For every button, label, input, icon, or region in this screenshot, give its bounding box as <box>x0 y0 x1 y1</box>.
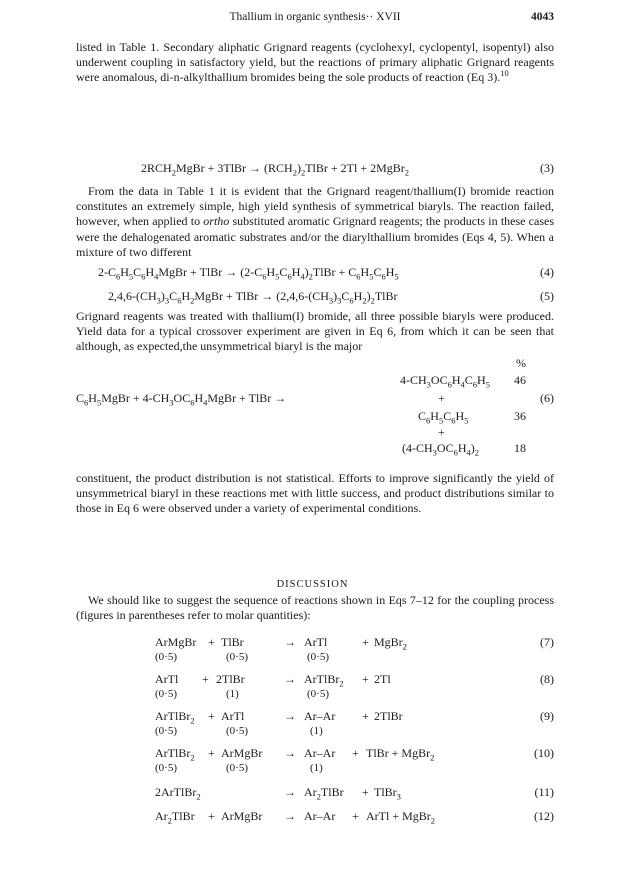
reaction-arrow: → <box>284 809 296 823</box>
equation-8-number: (8) <box>540 672 554 686</box>
plus-sign: + <box>438 391 445 405</box>
ortho-term: ortho <box>203 214 230 229</box>
plus-sign: + <box>208 746 215 760</box>
quantity: (0·5) <box>226 725 248 737</box>
percent-header: % <box>516 356 526 370</box>
discussion-paragraph: We should like to suggest the sequence of reactions shown in Eqs 7–12 for the coupling process (figures in parentheses refer to molar quantities): <box>76 593 554 623</box>
plus-sign: + <box>438 425 445 439</box>
paragraph-4: constituent, the product distribution is not statistical. Efforts to improve significantly the yield of unsymmetrical biaryl in these reactions met with little success, and product distributions similar to those in Eq 6 were observed under a variety of experimental conditions. <box>76 471 554 516</box>
reactant-2: ArMgBr <box>221 746 263 760</box>
reactant-1: $Ar_2TlBr$ <box>155 809 195 826</box>
product-2: 2Tl <box>374 672 391 686</box>
reaction-arrow: → <box>284 746 296 760</box>
equation-4-body: $2-C_6H_5C_6H_4MgBr$ + TlBr → $(2-C_6H_5C_6H_4)_2TlBr + C_6H_5C_6H_5$ <box>98 265 399 282</box>
reaction-arrow: → <box>284 672 296 686</box>
reactant-1: ArTlBr$_2$ <box>155 746 195 763</box>
equation-6-number: (6) <box>540 391 554 405</box>
reactant-2: ArMgBr <box>221 809 263 823</box>
plus-sign: + <box>362 785 369 799</box>
plus-sign: + <box>362 672 369 686</box>
plus-sign: + <box>362 709 369 723</box>
reactant-2: TlBr <box>221 635 244 649</box>
quantity: (0·5) <box>307 688 329 700</box>
quantity: (0·5) <box>155 651 177 663</box>
quantity: (0·5) <box>307 651 329 663</box>
quantity: (0·5) <box>155 688 177 700</box>
paragraph-1 <box>76 40 554 86</box>
reaction-arrow: → <box>284 635 296 649</box>
quantity: (1) <box>226 688 239 700</box>
equation-7-number: (7) <box>540 635 554 649</box>
product-1: Ar–Ar <box>304 809 336 823</box>
product-1: $Ar_2TlBr$ <box>304 785 344 802</box>
paragraph-2 <box>76 184 554 260</box>
equation-3-number: (3) <box>540 161 554 175</box>
page-number: 4043 <box>531 11 554 23</box>
product-1: ArTl <box>304 635 328 649</box>
reactant-2: ArTl <box>221 709 245 723</box>
plus-sign: + <box>352 809 359 823</box>
plus-sign: + <box>362 635 369 649</box>
product-symmetrical-biaryl: $(4-CH_3OC_6H_4)_2$ <box>402 441 480 458</box>
quantity: (0·5) <box>155 725 177 737</box>
equation-5-number: (5) <box>540 289 554 303</box>
reaction-arrow: → <box>284 785 296 799</box>
plus-sign: + <box>208 809 215 823</box>
section-heading: DISCUSSION <box>276 579 349 590</box>
paragraph-1-text: listed in Table 1. Secondary aliphatic Grignard reagents (cyclohexyl, cyclopentyl, isopentyl) also underwent coupling in satisfactory yield, but the reactions of primary aliphatic Grignard reagents were anomalous, di-n-alkylthallium bromides being the sole products of reaction (Eq 3). <box>76 40 554 85</box>
paragraph-2-text-a: From the data in Table 1 it is evident that the Grignard reagent/thallium(I) bromide reaction constitutes an extremely simple, high yield synthesis of symmetrical biaryls. The reaction failed, however, when applied to <box>76 184 554 229</box>
reference-10: 10 <box>500 68 509 79</box>
equation-5-body: $2,4,6-(CH_3)_3C_6H_2MgBr$ + TlBr → $(2,4,6-(CH_3)_3C_6H_2)_2TlBr$ <box>108 289 398 306</box>
product-unsymmetrical-biaryl: $4-CH_3OC_6H_4C_6H_5$ <box>400 373 490 390</box>
product-biphenyl: $C_6H_5C_6H_5$ <box>418 409 469 426</box>
reactant-1: 2ArTlBr$_2$ <box>155 785 201 802</box>
equation-6-reactants: $C_6H_5MgBr$ + $4-CH_3OC_6H_4MgBr$ + TlBr → <box>76 391 287 408</box>
plus-sign: + <box>202 672 209 686</box>
reactant-2: 2TlBr <box>216 672 245 686</box>
yield-1: 46 <box>514 373 526 387</box>
equation-12-number: (12) <box>534 809 554 823</box>
quantity: (1) <box>310 762 323 774</box>
equation-9-number: (9) <box>540 709 554 723</box>
product-2: ArTl + MgBr$_2$ <box>366 809 436 826</box>
running-header <box>76 11 554 27</box>
running-title: Thallium in organic synthesis·· XVII <box>229 11 401 23</box>
product-2: TlBr$_3$ <box>374 785 401 802</box>
paragraph-3: Grignard reagents was treated with thallium(I) bromide, all three possible biaryls were produced. Yield data for a typical crossover experiment are given in Eq 6, from which it can be seen that although, as expected,the unsymmetrical biaryl is the major <box>76 309 554 354</box>
equation-3 <box>76 161 554 177</box>
quantity: (0·5) <box>155 762 177 774</box>
product-1: Ar–Ar <box>304 709 336 723</box>
yield-3: 18 <box>514 441 526 455</box>
reaction-arrow: → <box>284 709 296 723</box>
equation-5 <box>76 289 554 305</box>
quantity: (1) <box>310 725 323 737</box>
quantity: (0·5) <box>226 651 248 663</box>
equation-4-number: (4) <box>540 265 554 279</box>
plus-sign: + <box>352 746 359 760</box>
yield-2: 36 <box>514 409 526 423</box>
quantity: (0·5) <box>226 762 248 774</box>
equation-11-number: (11) <box>534 785 554 799</box>
plus-sign: + <box>208 709 215 723</box>
equation-10-number: (10) <box>534 746 554 760</box>
product-2: TlBr + MgBr$_2$ <box>366 746 435 763</box>
paragraph-2-text-b: substituted aromatic Grignard reagents; the products in these cases were the dehalogenated aromatic substrates and/or the diarylthallium bromides (Eqs 4, 5). When a mixture of two different <box>76 214 554 259</box>
reactant-1: ArTl <box>155 672 179 686</box>
equation-3-body: $2RCH_2MgBr$ + 3TlBr → $(RCH_2)_2TlBr + 2Tl$ + 2MgBr$_2$ <box>141 161 410 178</box>
plus-sign: + <box>208 635 215 649</box>
reactant-1: ArMgBr <box>155 635 197 649</box>
product-1: ArTlBr$_2$ <box>304 672 344 689</box>
reactant-1: ArTlBr$_2$ <box>155 709 195 726</box>
product-2: MgBr$_2$ <box>374 635 407 652</box>
product-1: Ar–Ar <box>304 746 336 760</box>
product-2: 2TlBr <box>374 709 403 723</box>
equation-4 <box>76 265 554 281</box>
